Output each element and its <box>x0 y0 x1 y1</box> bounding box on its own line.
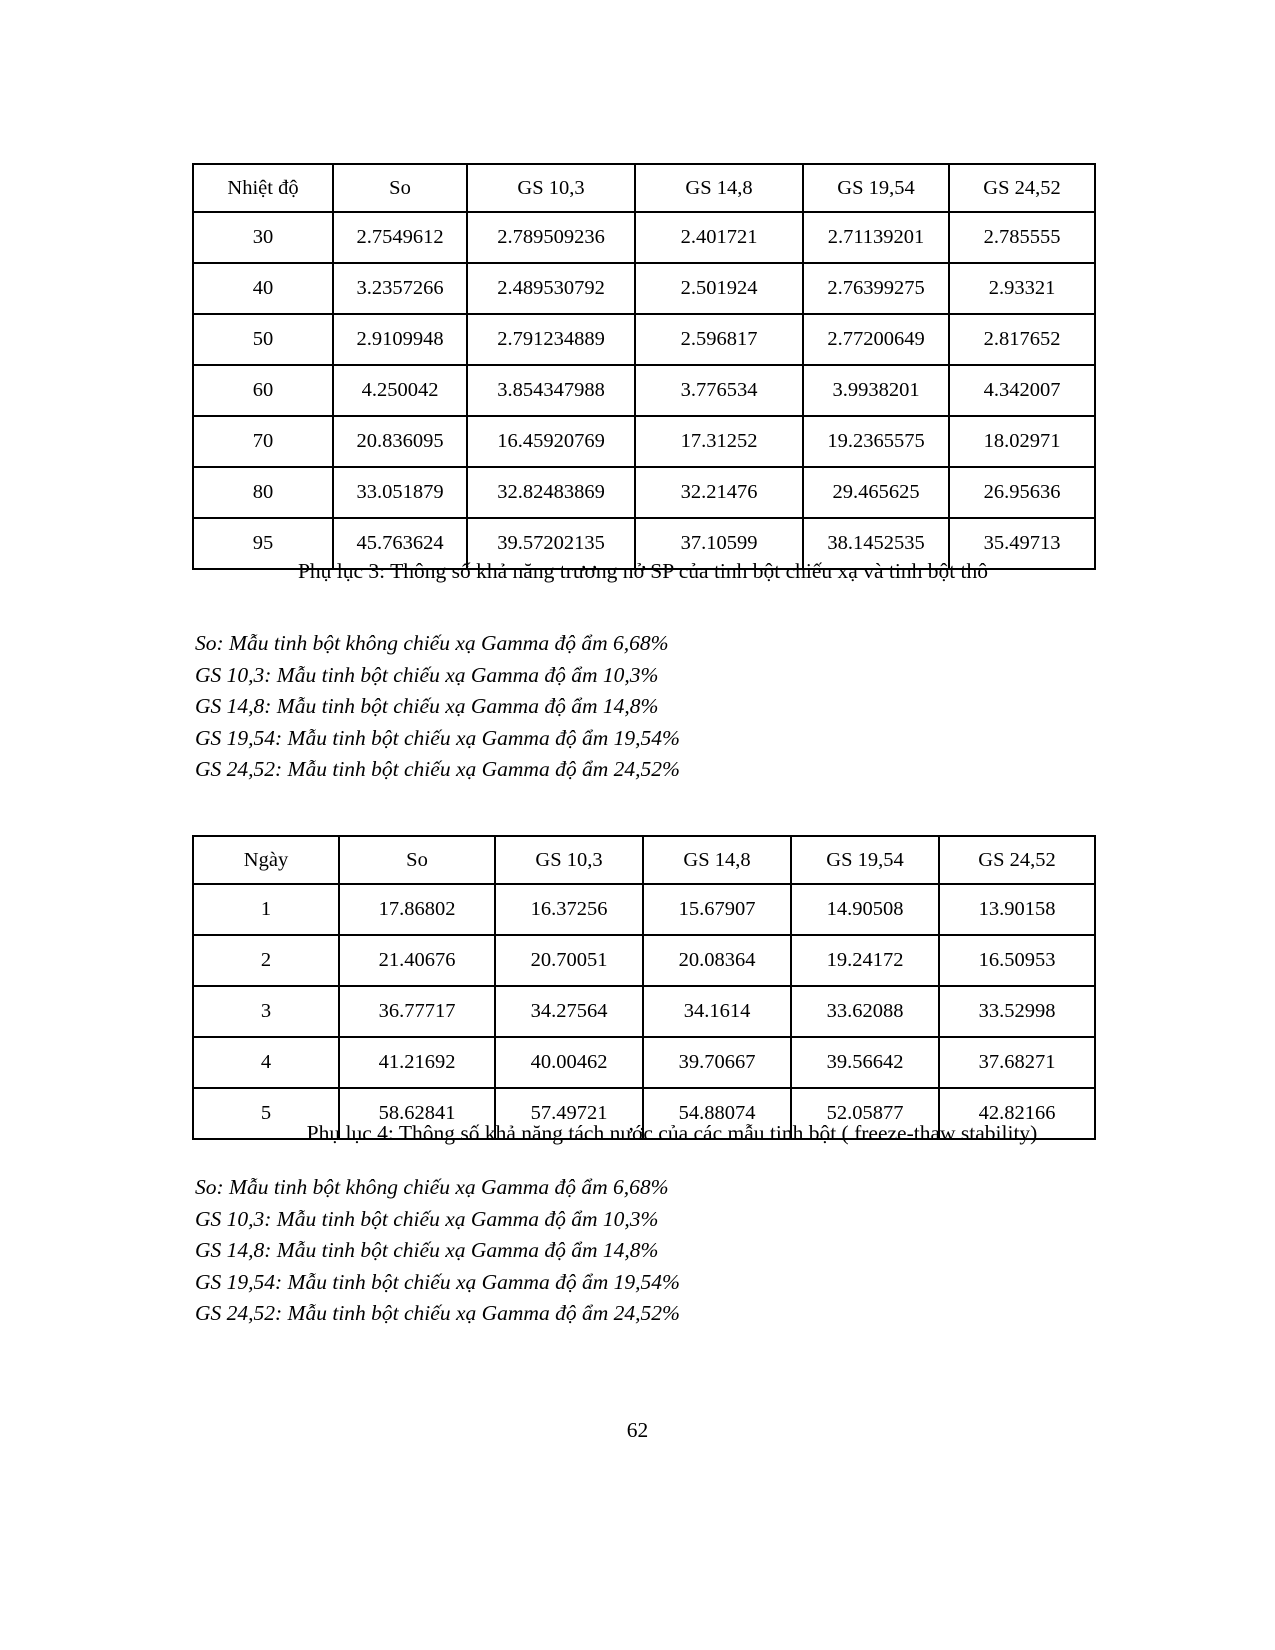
cell-value: 21.40676 <box>339 935 495 986</box>
column-header: GS 14,8 <box>643 836 791 884</box>
legend-line: So: Mẫu tinh bột không chiếu xạ Gamma độ ẩm 6,68% <box>195 1175 669 1199</box>
cell-value: 39.70667 <box>643 1037 791 1088</box>
cell-value: 15.67907 <box>643 884 791 935</box>
cell-value: 45.763624 <box>333 518 467 569</box>
cell-value: 40.00462 <box>495 1037 643 1088</box>
cell-value: 19.24172 <box>791 935 939 986</box>
cell-value: 3.854347988 <box>467 365 635 416</box>
table-caption-appendix-3: Phụ lục 3: Thông số khả năng trương nở SP của tinh bột chiếu xạ và tinh bột thô <box>297 559 989 583</box>
cell-value: 2.789509236 <box>467 212 635 263</box>
cell-value: 2.93321 <box>949 263 1095 314</box>
cell-value: 58.62841 <box>339 1088 495 1139</box>
cell-temperature: 95 <box>193 518 333 569</box>
column-header: So <box>333 164 467 212</box>
cell-day: 1 <box>193 884 339 935</box>
cell-value: 2.501924 <box>635 263 803 314</box>
table-row <box>193 986 1095 1037</box>
cell-value: 17.86802 <box>339 884 495 935</box>
cell-value: 4.342007 <box>949 365 1095 416</box>
cell-value: 2.489530792 <box>467 263 635 314</box>
cell-value: 37.68271 <box>939 1037 1095 1088</box>
cell-value: 39.57202135 <box>467 518 635 569</box>
cell-value: 35.49713 <box>949 518 1095 569</box>
cell-value: 32.21476 <box>635 467 803 518</box>
cell-value: 20.70051 <box>495 935 643 986</box>
cell-value: 17.31252 <box>635 416 803 467</box>
cell-temperature: 40 <box>193 263 333 314</box>
column-header: So <box>339 836 495 884</box>
cell-value: 2.77200649 <box>803 314 949 365</box>
cell-value: 3.9938201 <box>803 365 949 416</box>
cell-value: 16.50953 <box>939 935 1095 986</box>
cell-value: 2.9109948 <box>333 314 467 365</box>
cell-value: 2.7549612 <box>333 212 467 263</box>
column-header: GS 14,8 <box>635 164 803 212</box>
cell-day: 5 <box>193 1088 339 1139</box>
column-header: GS 19,54 <box>791 836 939 884</box>
legend-line: So: Mẫu tinh bột không chiếu xạ Gamma độ ẩm 6,68% <box>195 631 669 655</box>
cell-value: 19.2365575 <box>803 416 949 467</box>
cell-value: 33.52998 <box>939 986 1095 1037</box>
legend-line: GS 14,8: Mẫu tinh bột chiếu xạ Gamma độ ẩm 14,8% <box>195 1238 659 1262</box>
table-row <box>193 467 1095 518</box>
column-header: Ngày <box>193 836 339 884</box>
legend-line: GS 19,54: Mẫu tinh bột chiếu xạ Gamma độ ẩm 19,54% <box>195 1269 680 1294</box>
freeze-thaw-stability-table <box>192 835 1096 1140</box>
cell-value: 29.465625 <box>803 467 949 518</box>
cell-day: 3 <box>193 986 339 1037</box>
cell-value: 52.05877 <box>791 1088 939 1139</box>
cell-value: 18.02971 <box>949 416 1095 467</box>
cell-temperature: 80 <box>193 467 333 518</box>
column-header: GS 10,3 <box>467 164 635 212</box>
cell-temperature: 30 <box>193 212 333 263</box>
column-header: Nhiệt độ <box>193 164 333 212</box>
cell-value: 4.250042 <box>333 365 467 416</box>
cell-value: 2.76399275 <box>803 263 949 314</box>
cell-value: 57.49721 <box>495 1088 643 1139</box>
cell-value: 2.596817 <box>635 314 803 365</box>
cell-value: 2.785555 <box>949 212 1095 263</box>
cell-value: 36.77717 <box>339 986 495 1037</box>
cell-value: 39.56642 <box>791 1037 939 1088</box>
cell-value: 34.27564 <box>495 986 643 1037</box>
cell-value: 16.37256 <box>495 884 643 935</box>
table-row <box>193 365 1095 416</box>
legend-line: GS 19,54: Mẫu tinh bột chiếu xạ Gamma độ ẩm 19,54% <box>195 725 680 750</box>
legend-line: GS 14,8: Mẫu tinh bột chiếu xạ Gamma độ ẩm 14,8% <box>195 694 659 718</box>
cell-temperature: 70 <box>193 416 333 467</box>
cell-value: 3.2357266 <box>333 263 467 314</box>
table-header-row <box>193 164 1095 212</box>
table-header-row <box>193 836 1095 884</box>
cell-value: 33.62088 <box>791 986 939 1037</box>
legend-line: GS 10,3: Mẫu tinh bột chiếu xạ Gamma độ ẩm 10,3% <box>195 662 659 687</box>
swelling-power-table <box>192 163 1096 570</box>
cell-value: 34.1614 <box>643 986 791 1037</box>
page-number: 62 <box>626 1418 649 1442</box>
table-caption-appendix-4: Phụ lục 4: Thông số khả năng tách nước của các mẫu tinh bột ( freeze-thaw stability) <box>306 1121 1038 1145</box>
table-row <box>193 212 1095 263</box>
cell-value: 42.82166 <box>939 1088 1095 1139</box>
column-header: GS 24,52 <box>939 836 1095 884</box>
cell-value: 41.21692 <box>339 1037 495 1088</box>
cell-value: 2.817652 <box>949 314 1095 365</box>
sample-legend-appendix-3 <box>195 628 680 786</box>
sample-legend-appendix-4 <box>195 1172 680 1330</box>
table-row <box>193 1037 1095 1088</box>
cell-value: 26.95636 <box>949 467 1095 518</box>
cell-temperature: 50 <box>193 314 333 365</box>
cell-value: 32.82483869 <box>467 467 635 518</box>
column-header: GS 24,52 <box>949 164 1095 212</box>
legend-line: GS 24,52: Mẫu tinh bột chiếu xạ Gamma độ ẩm 24,52% <box>195 757 680 781</box>
cell-value: 2.71139201 <box>803 212 949 263</box>
legend-line: GS 10,3: Mẫu tinh bột chiếu xạ Gamma độ ẩm 10,3% <box>195 1206 659 1231</box>
cell-value: 3.776534 <box>635 365 803 416</box>
cell-value: 37.10599 <box>635 518 803 569</box>
cell-value: 14.90508 <box>791 884 939 935</box>
cell-value: 33.051879 <box>333 467 467 518</box>
cell-value: 54.88074 <box>643 1088 791 1139</box>
cell-value: 13.90158 <box>939 884 1095 935</box>
table-row <box>193 416 1095 467</box>
table-row <box>193 884 1095 935</box>
cell-value: 2.791234889 <box>467 314 635 365</box>
legend-line: GS 24,52: Mẫu tinh bột chiếu xạ Gamma độ ẩm 24,52% <box>195 1301 680 1325</box>
cell-value: 38.1452535 <box>803 518 949 569</box>
table-row <box>193 935 1095 986</box>
table-row <box>193 263 1095 314</box>
cell-value: 2.401721 <box>635 212 803 263</box>
cell-value: 20.08364 <box>643 935 791 986</box>
cell-value: 20.836095 <box>333 416 467 467</box>
cell-day: 2 <box>193 935 339 986</box>
cell-temperature: 60 <box>193 365 333 416</box>
table-row <box>193 314 1095 365</box>
column-header: GS 10,3 <box>495 836 643 884</box>
cell-value: 16.45920769 <box>467 416 635 467</box>
column-header: GS 19,54 <box>803 164 949 212</box>
cell-day: 4 <box>193 1037 339 1088</box>
